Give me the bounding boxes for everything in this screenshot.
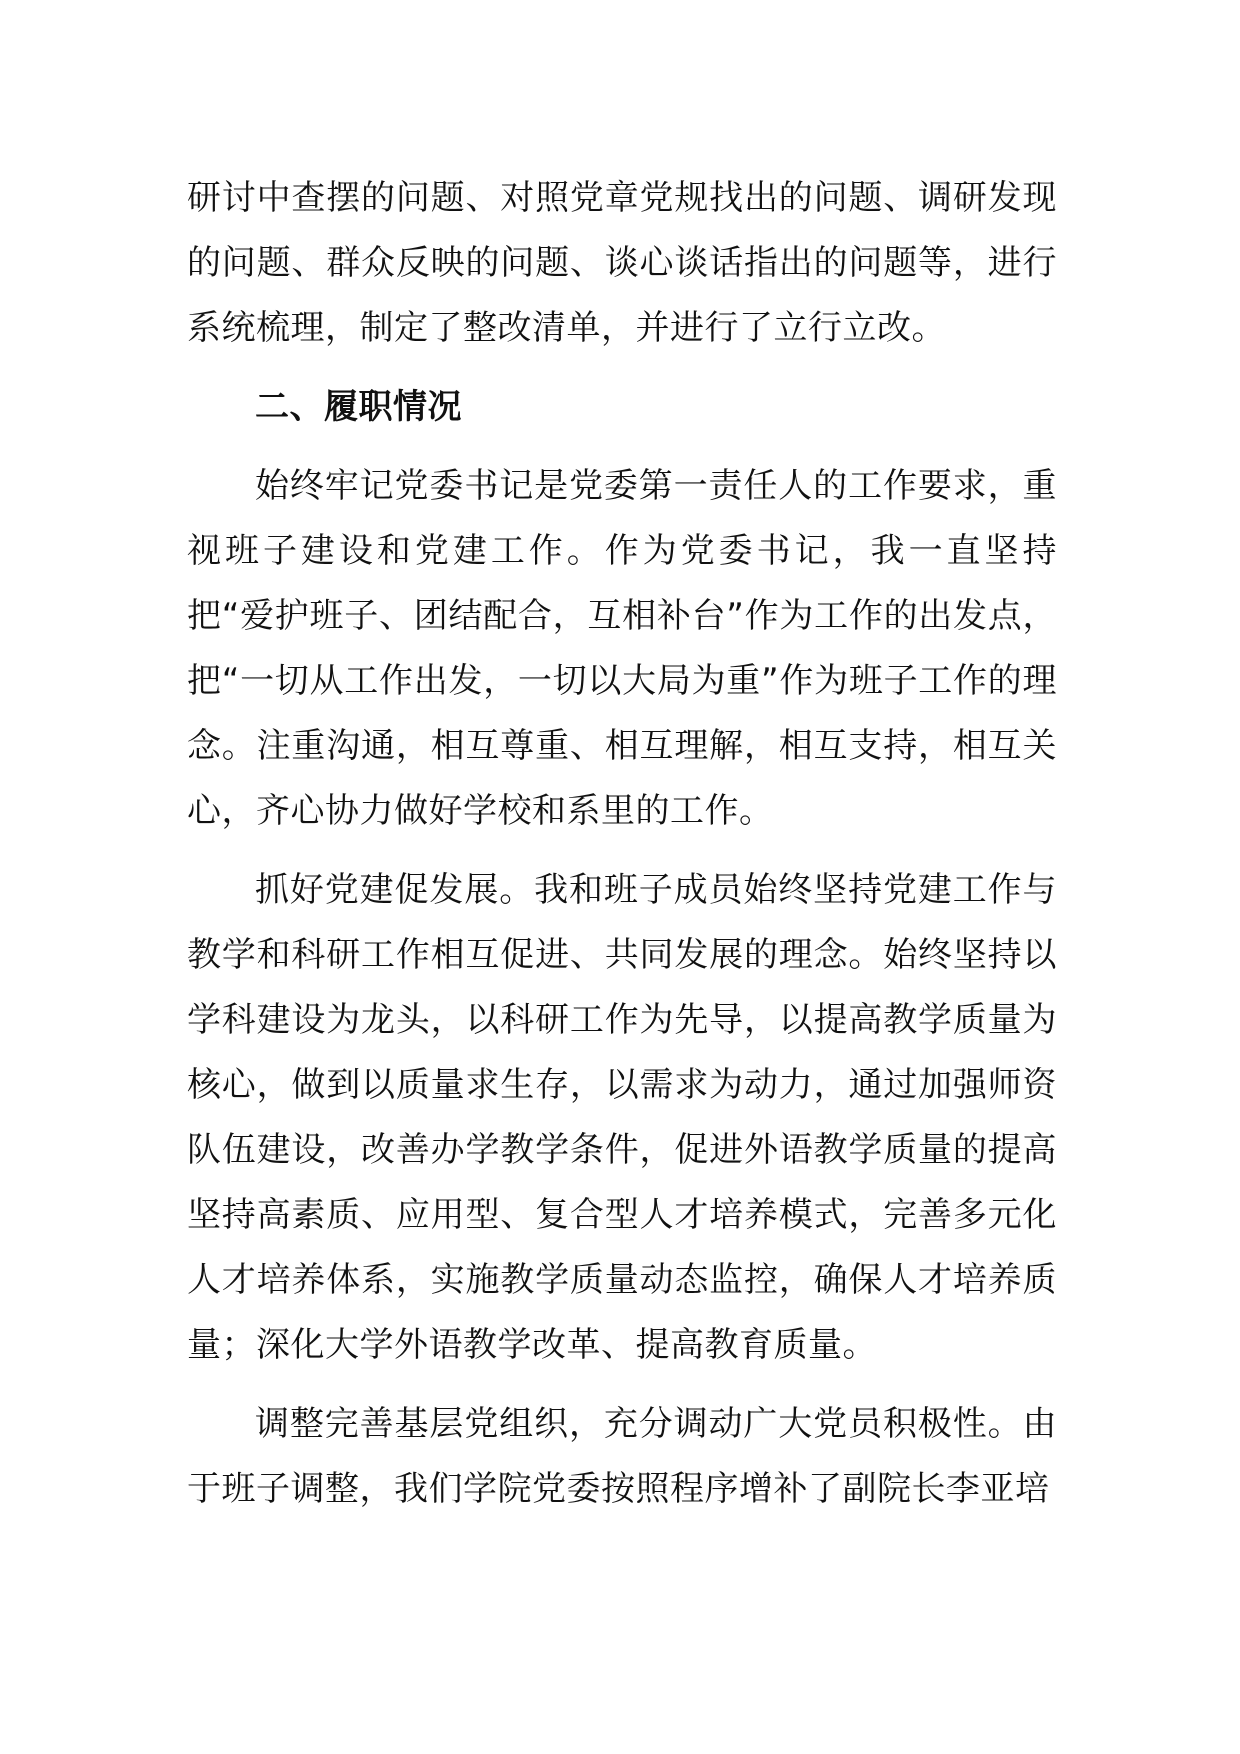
paragraph-responsibility: 始终牢记党委书记是党委第一责任人的工作要求，重视班子建设和党建工作。作为党委书记，我一直坚持把“爱护班子、团结配合，互相补台”作为工作的出发点，把“一切从工作出发，一切以大局为重”作为班子工作的理念。注重沟通，相互尊重、相互理解，相互支持，相互关心，齐心协力做好学校和系里的工作。 — [187, 466, 1057, 831]
document-body — [187, 166, 1057, 1522]
section-heading: 二、履职情况 — [255, 387, 462, 427]
paragraph-continuation: 研讨中查摆的问题、对照党章党规找出的问题、调研发现的问题、群众反映的问题、谈心谈话指出的问题等，进行系统梳理，制定了整改清单，并进行了立行立改。 — [187, 178, 1057, 348]
paragraph-party-building: 抓好党建促发展。我和班子成员始终坚持党建工作与教学和科研工作相互促进、共同发展的理念。始终坚持以学科建设为龙头，以科研工作为先导，以提高教学质量为核心，做到以质量求生存，以需求为动力，通过加强师资队伍建设，改善办学教学条件，促进外语教学质量的提高坚持高素质、应用型、复合型人才培养模式，完善多元化人才培养体系，实施教学质量动态监控，确保人才培养质量；深化大学外语教学改革、提高教育质量。 — [187, 870, 1057, 1365]
paragraph-grassroots: 调整完善基层党组织，充分调动广大党员积极性。由于班子调整，我们学院党委按照程序增补了副院长李亚培 — [187, 1404, 1057, 1509]
